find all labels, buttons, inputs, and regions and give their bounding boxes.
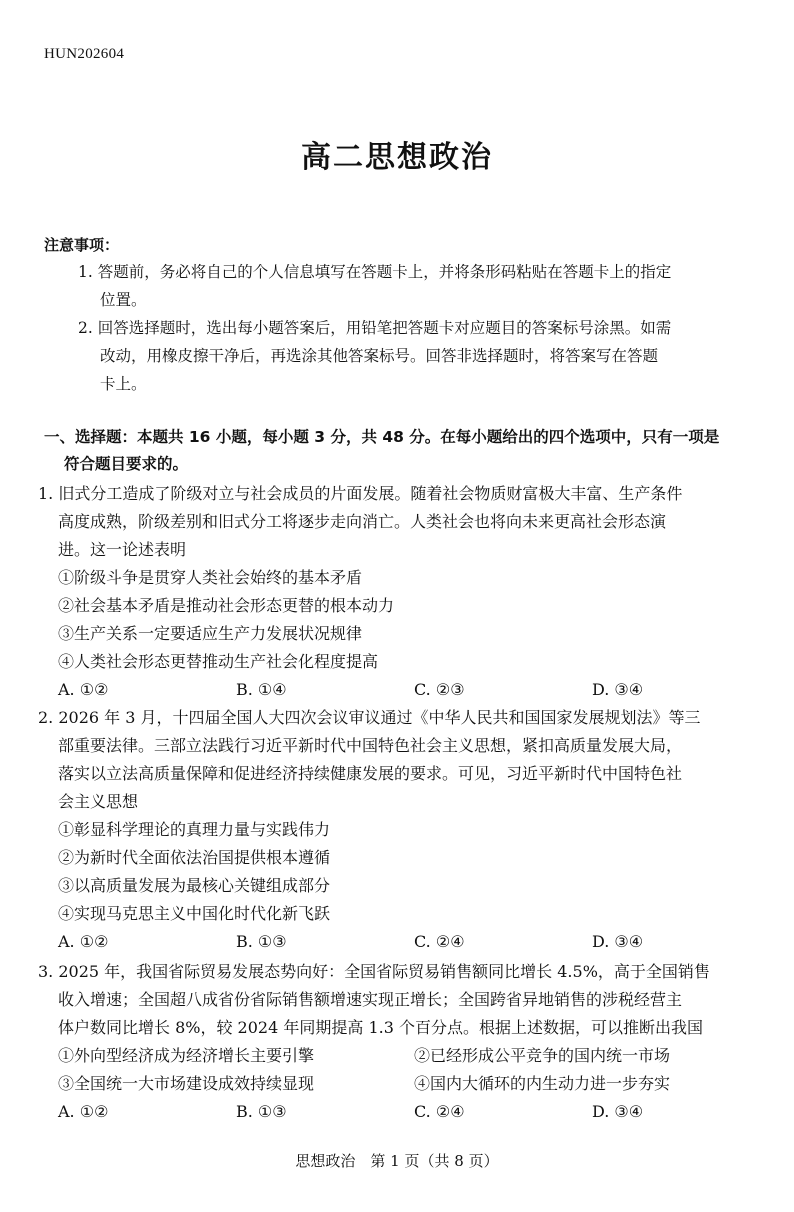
question-2-stem-line-4: 会主义思想 [58,792,139,811]
question-2-option-3: ③以高质量发展为最核心关键组成部分 [58,876,331,895]
question-2-answers [38,928,770,956]
question-2 [38,704,770,956]
question-1-stem-line-2: 高度成熟，阶级差别和旧式分工将逐步走向消亡。人类社会也将向未来更高社会形态演 [58,512,667,531]
question-3-options-row-2 [38,1070,770,1098]
notice-heading: 注意事项： [44,236,120,254]
question-2-stem-line-2: 部重要法律。三部立法践行习近平新时代中国特色社会主义思想，紧扣高质量发展大局， [58,736,683,755]
question-3-answer-b: B. ①③ [236,1102,287,1121]
question-3-answer-c: C. ②④ [414,1102,465,1121]
exam-title: 高二思想政治 [301,140,493,175]
section-heading-line-2: 符合题目要求的。 [64,455,189,473]
question-3-option-1: ①外向型经济成为经济增长主要引擎 [58,1046,315,1065]
notice-item-1-line-2: 位置。 [100,291,147,309]
question-3-stem-line-1: 3. 2025 年，我国省际贸易发展态势向好：全国省际贸易销售额同比增长 4.5%，高于全国销售 [38,962,710,981]
question-3-answers [38,1098,770,1126]
question-3-answer-a: A. ①② [58,1102,109,1121]
question-3-option-4: ④国内大循环的内生动力进一步夯实 [414,1074,671,1093]
question-1 [38,480,770,704]
question-2-answer-c: C. ②④ [414,932,465,951]
question-3-option-2: ②已经形成公平竞争的国内统一市场 [414,1046,671,1065]
question-2-answer-d: D. ③④ [592,932,644,951]
notice-item-2 [78,314,768,398]
question-2-option-4: ④实现马克思主义中国化时代化新飞跃 [58,904,331,923]
question-1-answers [38,676,770,704]
question-2-answer-b: B. ①③ [236,932,287,951]
question-1-stem-line-3: 进。这一论述表明 [58,540,187,559]
notice-item-2-line-1: 2. 回答选择题时，选出每小题答案后，用铅笔把答题卡对应题目的答案标号涂黑。如需 [78,319,672,337]
question-2-option-2: ②为新时代全面依法治国提供根本遵循 [58,848,331,867]
page-footer: 思想政治 第 1 页（共 8 页） [295,1152,499,1170]
question-3-options-row-1 [38,1042,770,1070]
notice-item-1-line-1: 1. 答题前，务必将自己的个人信息填写在答题卡上，并将条形码粘贴在答题卡上的指定 [78,263,672,281]
question-1-option-2: ②社会基本矛盾是推动社会形态更替的根本动力 [58,596,395,615]
section-heading [44,424,770,478]
question-1-option-3: ③生产关系一定要适应生产力发展状况规律 [58,624,363,643]
question-3-option-3: ③全国统一大市场建设成效持续显现 [58,1074,315,1093]
question-2-option-1: ①彰显科学理论的真理力量与实践伟力 [58,820,331,839]
question-3 [38,958,770,1126]
question-1-answer-c: C. ②③ [414,680,465,699]
question-1-stem-line-1: 1. 旧式分工造成了阶级对立与社会成员的片面发展。随着社会物质财富极大丰富、生产条件 [38,484,683,503]
question-2-stem-line-1: 2. 2026 年 3 月，十四届全国人大四次会议审议通过《中华人民共和国国家发展规划法》等三 [38,708,701,727]
section-heading-line-1: 一、选择题：本题共 16 小题，每小题 3 分，共 48 分。在每小题给出的四个选项中，只有一项是 [44,428,720,446]
question-1-option-4: ④人类社会形态更替推动生产社会化程度提高 [58,652,379,671]
question-1-answer-a: A. ①② [58,680,109,699]
question-1-answer-d: D. ③④ [592,680,644,699]
question-3-stem-line-2: 收入增速；全国超八成省份省际销售额增速实现正增长；全国跨省异地销售的涉税经营主 [58,990,683,1009]
document-code: HUN202604 [44,46,125,62]
question-2-stem-line-3: 落实以立法高质量保障和促进经济持续健康发展的要求。可见，习近平新时代中国特色社 [58,764,683,783]
question-1-option-1: ①阶级斗争是贯穿人类社会始终的基本矛盾 [58,568,363,587]
question-1-answer-b: B. ①④ [236,680,287,699]
notice-item-1 [78,258,768,314]
notice-item-2-line-2: 改动，用橡皮擦干净后，再选涂其他答案标号。回答非选择题时，将答案写在答题 [100,347,659,365]
question-3-stem-line-3: 体户数同比增长 8%，较 2024 年同期提高 1.3 个百分点。根据上述数据，可以推断出我国 [58,1018,703,1037]
question-2-answer-a: A. ①② [58,932,109,951]
question-3-answer-d: D. ③④ [592,1102,644,1121]
notice-item-2-line-3: 卡上。 [100,375,147,393]
